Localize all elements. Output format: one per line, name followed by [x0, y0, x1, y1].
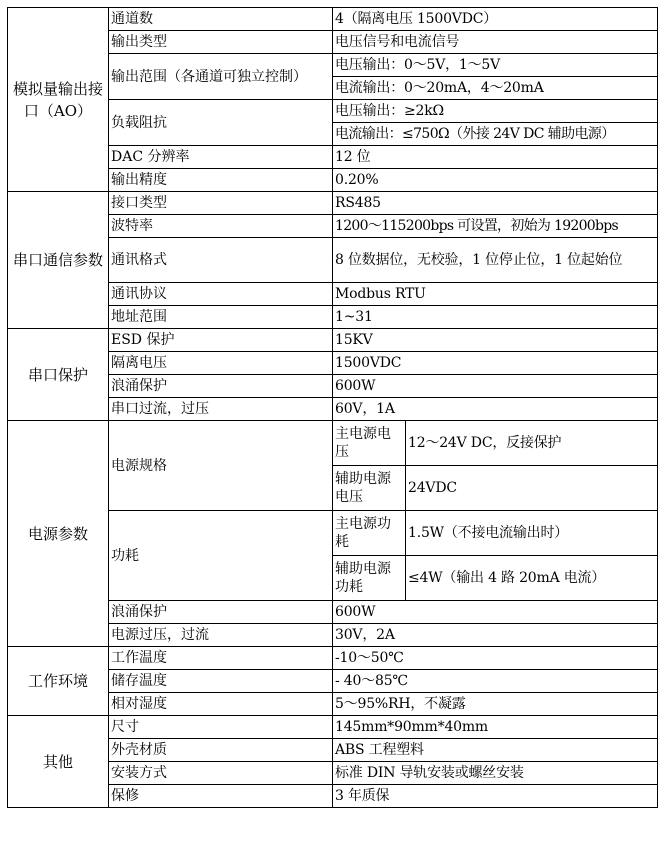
category-env: 工作环境: [8, 647, 109, 716]
param-name: 储存温度: [109, 670, 333, 693]
param-name: 浪涌保护: [109, 601, 333, 624]
param-value: 12 位: [333, 146, 658, 169]
param-name: 通讯格式: [109, 238, 333, 283]
table-row: [8, 329, 658, 352]
category-other: 其他: [8, 716, 109, 808]
category-serial: 串口通信参数: [8, 192, 109, 329]
param-name: 电源规格: [109, 421, 333, 511]
param-name: 工作温度: [109, 647, 333, 670]
spec-table: [7, 7, 658, 808]
sub-param-name: 主电源功耗: [333, 511, 406, 556]
param-value: 4（隔离电压 1500VDC）: [333, 8, 658, 31]
param-name: 功耗: [109, 511, 333, 601]
param-value: 电流输出：0～20mA，4～20mA: [333, 77, 658, 100]
param-value: 60V，1A: [333, 398, 658, 421]
param-value: RS485: [333, 192, 658, 215]
param-value: 电压信号和电流信号: [333, 31, 658, 54]
param-value: 1200～115200bps 可设置，初始为 19200bps: [333, 215, 658, 238]
param-name: 相对湿度: [109, 693, 333, 716]
param-value: 12～24V DC，反接保护: [406, 421, 658, 466]
param-name: 电源过压，过流: [109, 624, 333, 647]
table-row: [8, 421, 658, 466]
param-name: 安装方式: [109, 762, 333, 785]
param-value: ABS 工程塑料: [333, 739, 658, 762]
param-value: 3 年质保: [333, 785, 658, 808]
category-protect: 串口保护: [8, 329, 109, 421]
param-name: 输出范围（各通道可独立控制）: [109, 54, 333, 100]
param-value: ≤4W（输出 4 路 20mA 电流）: [406, 556, 658, 601]
param-name: 接口类型: [109, 192, 333, 215]
param-value: 电压输出：0～5V，1～5V: [333, 54, 658, 77]
param-value: 24VDC: [406, 466, 658, 511]
param-name: 外壳材质: [109, 739, 333, 762]
param-value: 8 位数据位，无校验，1 位停止位，1 位起始位: [333, 238, 658, 283]
category-power: 电源参数: [8, 421, 109, 647]
param-name: 地址范围: [109, 306, 333, 329]
param-value: 1500VDC: [333, 352, 658, 375]
category-ao: 模拟量输出接口（AO）: [8, 8, 109, 192]
param-value: - 40～85℃: [333, 670, 658, 693]
param-value: 145mm*90mm*40mm: [333, 716, 658, 739]
table-row: [8, 647, 658, 670]
sub-param-name: 辅助电源功耗: [333, 556, 406, 601]
param-name: DAC 分辨率: [109, 146, 333, 169]
table-row: [8, 716, 658, 739]
param-name: 尺寸: [109, 716, 333, 739]
param-value: 1~31: [333, 306, 658, 329]
sub-param-name: 辅助电源电压: [333, 466, 406, 511]
param-value: -10～50℃: [333, 647, 658, 670]
param-value: 标准 DIN 导轨安装或螺丝安装: [333, 762, 658, 785]
param-value: 0.20%: [333, 169, 658, 192]
sub-param-name: 主电源电压: [333, 421, 406, 466]
param-value: 30V，2A: [333, 624, 658, 647]
table-row: [8, 192, 658, 215]
param-name: 输出类型: [109, 31, 333, 54]
table-row: [8, 8, 658, 31]
param-name: 输出精度: [109, 169, 333, 192]
param-value: 电压输出：≥2kΩ: [333, 100, 658, 123]
param-name: 通讯协议: [109, 283, 333, 306]
param-name: 波特率: [109, 215, 333, 238]
param-name: 隔离电压: [109, 352, 333, 375]
param-value: 15KV: [333, 329, 658, 352]
param-name: ESD 保护: [109, 329, 333, 352]
param-name: 浪涌保护: [109, 375, 333, 398]
param-value: 1.5W（不接电流输出时）: [406, 511, 658, 556]
param-name: 串口过流，过压: [109, 398, 333, 421]
param-value: 电流输出：≤750Ω（外接 24V DC 辅助电源）: [333, 123, 658, 146]
param-name: 通道数: [109, 8, 333, 31]
param-name: 保修: [109, 785, 333, 808]
param-value: Modbus RTU: [333, 283, 658, 306]
param-value: 600W: [333, 375, 658, 398]
param-value: 5～95%RH，不凝露: [333, 693, 658, 716]
param-name: 负载阻抗: [109, 100, 333, 146]
param-value: 600W: [333, 601, 658, 624]
